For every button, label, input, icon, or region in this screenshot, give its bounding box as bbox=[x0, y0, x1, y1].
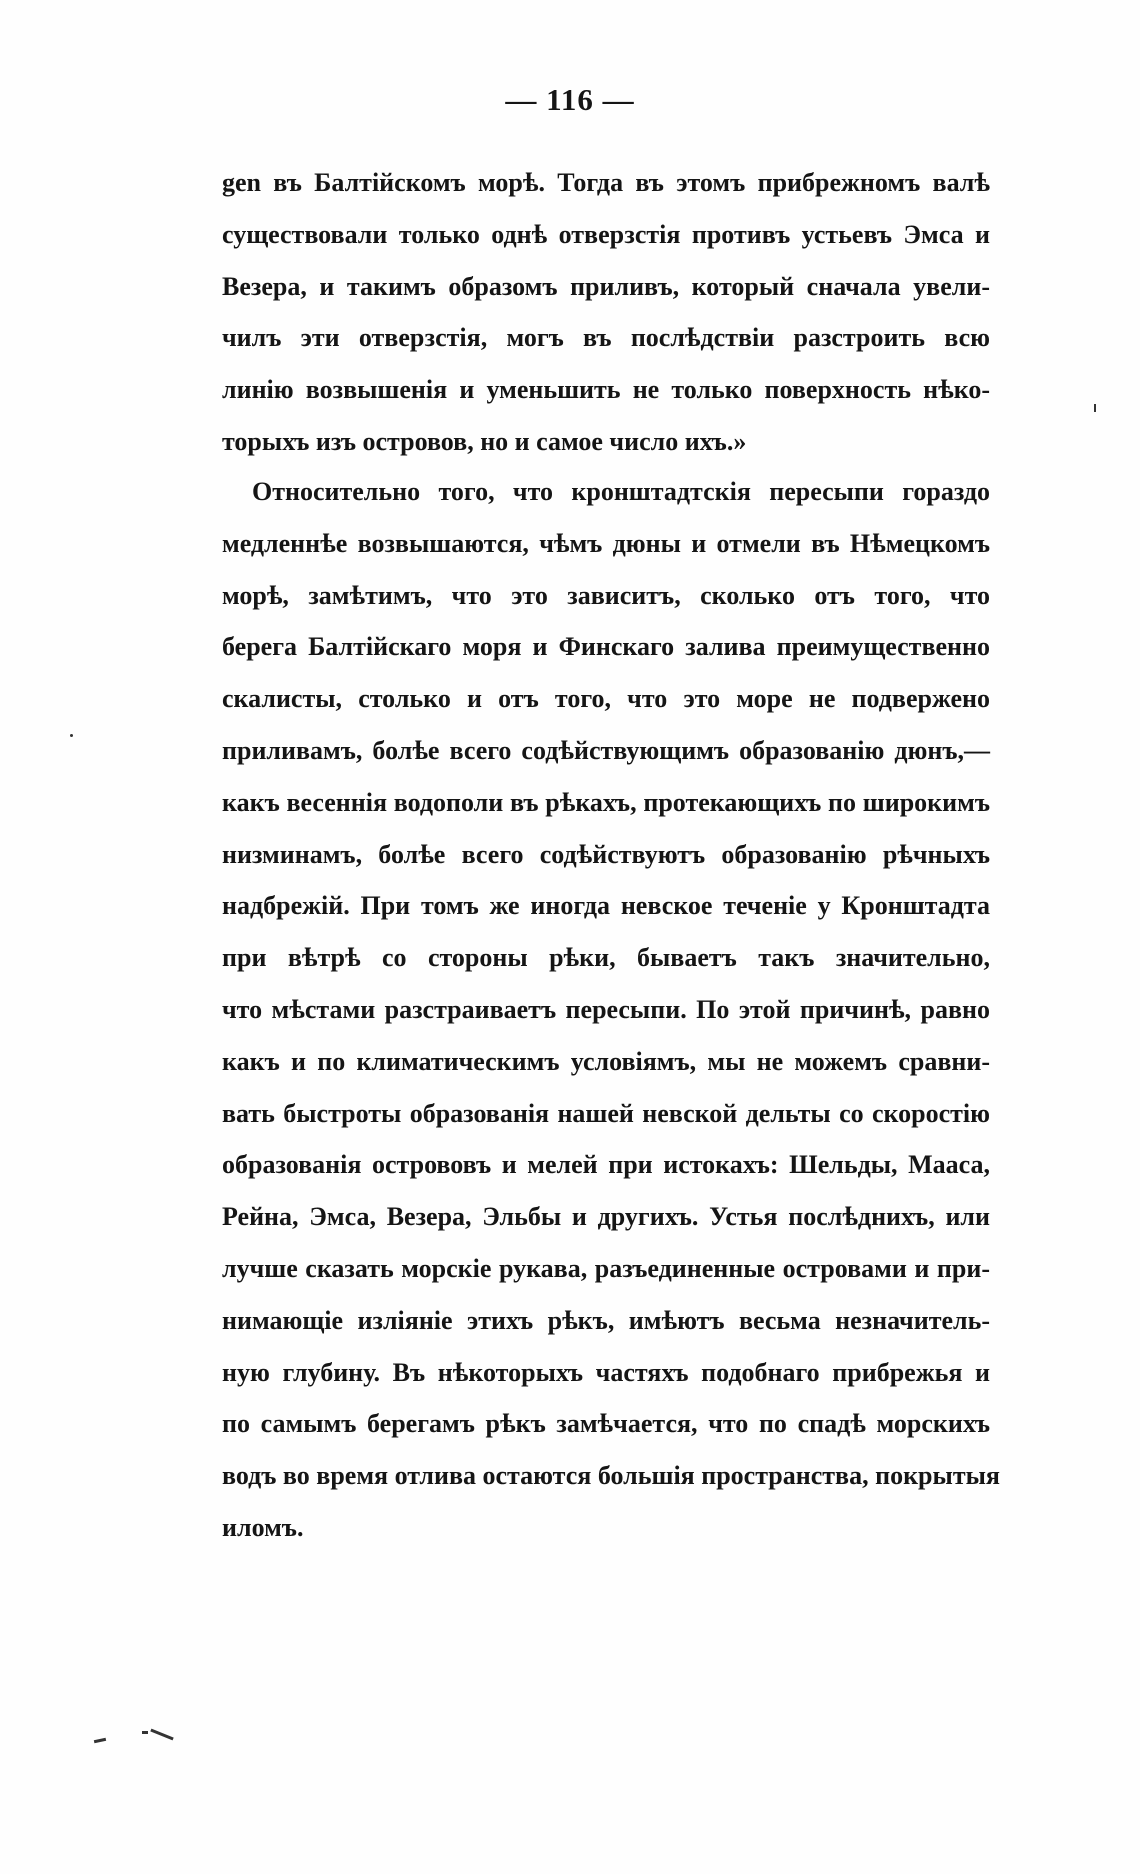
text-line: образованія острововъ и мелей при истокахъ: Шельды, Мааса, bbox=[222, 1150, 990, 1180]
text-line: лучше сказать морскіе рукава, разъединенные островами и при- bbox=[222, 1253, 990, 1283]
page-number: — 116 — bbox=[505, 82, 635, 117]
text-line: линію возвышенія и уменьшить не только поверхность нѣко- bbox=[222, 375, 990, 405]
text-line: морѣ, замѣтимъ, что это зависитъ, сколько отъ того, что bbox=[222, 580, 990, 610]
text-line: вать быстроты образованія нашей невской дельты со скоростію bbox=[222, 1098, 990, 1128]
text-line: торыхъ изъ островов, но и самое число ихъ.» bbox=[222, 426, 747, 456]
text-line: gen въ Балтійскомъ морѣ. Тогда въ этомъ прибрежномъ валѣ bbox=[222, 168, 990, 197]
text-line: существовали только однѣ отверзстія противъ устьевъ Эмса и bbox=[222, 219, 990, 249]
text-line: приливамъ, болѣе всего содѣйствующимъ образованію дюнъ,— bbox=[222, 735, 990, 765]
text-line: какъ весеннія водополи въ рѣкахъ, протекающихъ по широкимъ bbox=[222, 787, 990, 817]
text-line: Рейна, Эмса, Везера, Эльбы и другихъ. Устья послѣднихъ, или bbox=[222, 1202, 990, 1232]
text-line: надбрежій. При томъ же иногда невское теченіе у Кронштадта bbox=[222, 891, 990, 921]
print-speck bbox=[94, 1738, 106, 1743]
text-line: берега Балтійскаго моря и Финскаго залива преимущественно bbox=[222, 632, 990, 662]
text-line: ную глубину. Въ нѣкоторыхъ частяхъ подобнаго прибрежья и bbox=[222, 1357, 990, 1387]
print-speck bbox=[70, 734, 73, 737]
text-line: что мѣстами разстраиваетъ пересыпи. По этой причинѣ, равно bbox=[222, 994, 990, 1024]
text-line: водъ во время отлива остаются большія пространства, покрытыя bbox=[222, 1461, 1000, 1491]
text-line: при вѣтрѣ со стороны рѣки, бываетъ такъ значительно, bbox=[222, 943, 990, 973]
text-line: Везера, и такимъ образомъ приливъ, который сначала увели- bbox=[222, 271, 990, 301]
print-speck bbox=[150, 1729, 173, 1741]
text-line: нимающіе изліяніе этихъ рѣкъ, имѣютъ весьма незначитель- bbox=[222, 1305, 990, 1335]
text-line: какъ и по климатическимъ условіямъ, мы не можемъ сравни- bbox=[222, 1046, 990, 1076]
print-speck bbox=[1094, 404, 1096, 412]
paragraph-2 bbox=[222, 466, 1000, 1554]
text-line: иломъ. bbox=[222, 1512, 304, 1542]
text-line: медленнѣе возвышаются, чѣмъ дюны и отмели въ Нѣмецкомъ bbox=[222, 528, 990, 558]
text-line: по самымъ берегамъ рѣкъ замѣчается, что по спадѣ морскихъ bbox=[222, 1409, 990, 1439]
text-line: Относительно того, что кронштадтскія пересыпи гораздо bbox=[252, 477, 990, 506]
text-line: чилъ эти отверзстія, могъ въ послѣдствіи разстроить всю bbox=[222, 323, 990, 353]
print-speck bbox=[142, 1731, 148, 1734]
text-line: низминамъ, болѣе всего содѣйствуютъ образованію рѣчныхъ bbox=[222, 839, 990, 869]
paragraph-1 bbox=[222, 157, 990, 468]
text-line: скалисты, столько и отъ того, что это море не подвержено bbox=[222, 684, 990, 714]
